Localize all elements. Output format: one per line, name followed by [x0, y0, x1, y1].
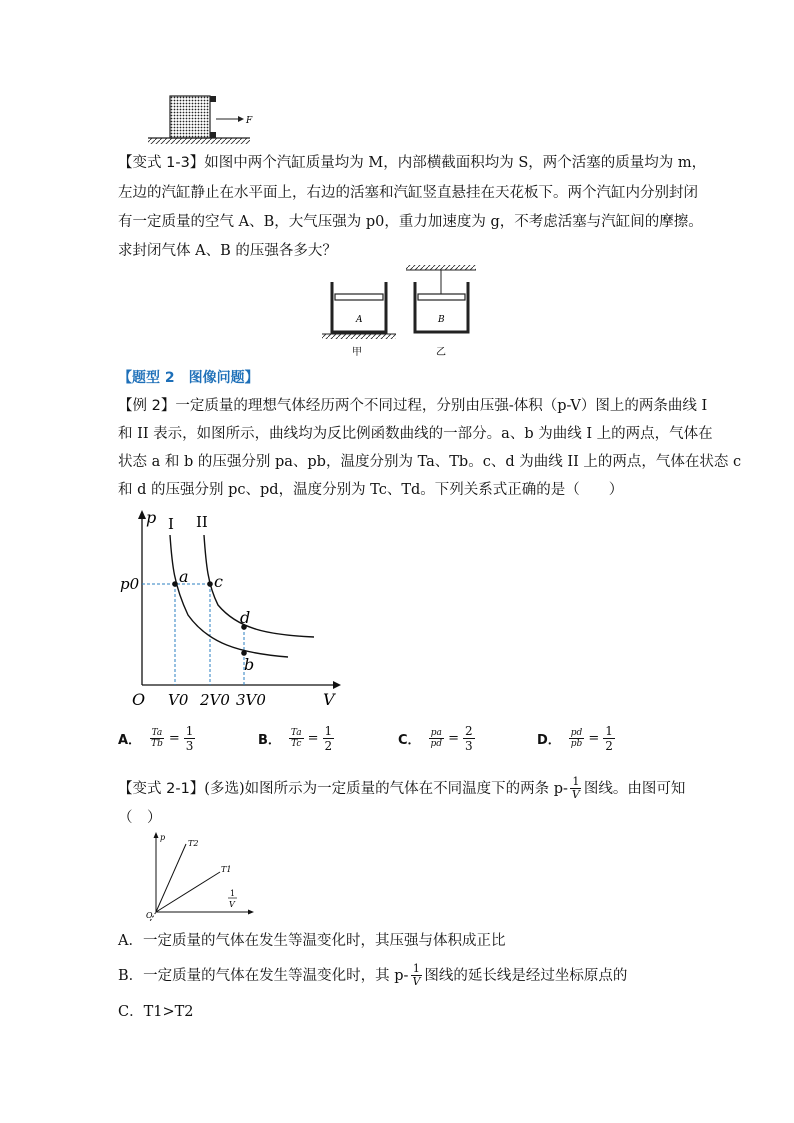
p0-label: p0	[120, 575, 140, 593]
variant21-line-1	[118, 776, 685, 801]
pv-graph	[118, 505, 348, 715]
ratio-num: 1	[185, 724, 194, 738]
caption-right: 乙	[436, 347, 446, 358]
option-ratio	[323, 724, 335, 753]
label-b: b	[244, 655, 255, 674]
option-ratio	[463, 724, 475, 753]
frac-num: Ta	[290, 728, 302, 738]
variant13-line-1	[118, 153, 706, 173]
label-a: a	[179, 567, 189, 586]
ratio-den: 3	[185, 739, 194, 753]
variant21-option-a[interactable]: A．一定质量的气体在发生等温变化时，其压强与体积成正比	[118, 933, 506, 949]
point-a	[172, 581, 178, 587]
origin-label: O	[132, 690, 146, 709]
option-label: B．	[258, 733, 281, 748]
variant13-line-2: 左边的汽缸静止在水平面上，右边的活塞和汽缸竖直悬挂在天花板下。两个汽缸内分别封闭	[118, 185, 698, 201]
option-ratio	[184, 724, 196, 753]
option-label: A．	[118, 733, 142, 748]
frac-num: pa	[430, 728, 442, 738]
ratio-den: 3	[464, 739, 473, 753]
example2-line-4: 和 d 的压强分别 pc、pd，温度分别为 Tc、Td。下列关系式正确的是（ ）	[118, 482, 624, 498]
option-b-text-a: B．一定质量的气体在发生等温变化时，其 p-	[118, 967, 409, 984]
t1-label: T1	[221, 865, 232, 874]
variant21-text-1a: (多选)如图所示为一定质量的气体在不同温度下的两条 p-	[204, 780, 568, 797]
axis-p-label-2: p	[160, 833, 166, 842]
p-inverse-v-graph	[140, 830, 260, 922]
origin-label-2: O	[146, 911, 153, 920]
frac-num: 1	[572, 775, 580, 788]
cylinders-figure	[318, 262, 488, 358]
caption-left: 甲	[352, 347, 362, 358]
gas-a-label: A	[356, 315, 363, 325]
variant13-line-3: 有一定质量的空气 A、B，大气压强为 p0，重力加速度为 g，不考虑活塞与汽缸间的摩擦。	[118, 214, 703, 230]
v2-label: 2V0	[200, 691, 230, 709]
frac-num: pd	[570, 728, 583, 738]
variant13-line-4: 求封闭气体 A、B 的压强各多大？	[118, 243, 337, 259]
frac-den: pd	[430, 739, 443, 749]
variant13-text-1: 如图中两个汽缸质量均为 M，内部横截面积均为 S，两个活塞的质量均为 m，	[204, 155, 707, 171]
t2-label: T2	[188, 839, 199, 848]
option-b-text-b: 图线的延长线是经过坐标原点的	[424, 967, 628, 984]
ratio-num: 1	[324, 724, 333, 738]
frac-den: V	[571, 788, 580, 801]
example2-line-2: 和 II 表示，如图所示，曲线均为反比例函数曲线的一部分。a、b 为曲线 I 上的两点，气体在	[118, 426, 713, 442]
option-fraction	[149, 728, 165, 749]
gas-b-label: B	[438, 315, 445, 325]
frac-den: V	[412, 975, 421, 988]
axis-v-label: V	[323, 690, 335, 709]
v3-label: 3V0	[236, 691, 266, 709]
ratio-den: 2	[324, 739, 333, 753]
inverse-v-fraction	[570, 776, 582, 801]
x-axis-den: V	[229, 900, 235, 909]
topic2-heading: 【题型 2 图像问题】	[118, 370, 259, 386]
frac-num: Ta	[151, 728, 163, 738]
ratio-den: 2	[605, 739, 613, 753]
x-axis-num: 1	[230, 889, 236, 898]
ratio-num: 1	[605, 724, 613, 738]
block-force-figure	[140, 90, 270, 148]
variant21-text-1b: 图线。由图可知	[583, 780, 686, 797]
ratio-num: 2	[464, 724, 473, 738]
example2-line-3: 状态 a 和 b 的压强分别 pa、pb，温度分别为 Ta、Tb。c、d 为曲线 II 上的两点，气体在状态 c	[118, 454, 742, 470]
option-label: D．	[537, 733, 561, 748]
example2-option-d[interactable]: D． $\frac{pd}{pb}$ = $\frac{1}{2}$	[537, 724, 613, 753]
variant21-line-2: （ ）	[118, 810, 162, 826]
v0-label: V0	[168, 691, 189, 709]
point-c	[207, 581, 213, 587]
example2-option-c[interactable]: C． $\frac{pa}{pd}$ = $\frac{2}{3}$	[398, 724, 473, 753]
option-ratio	[603, 724, 615, 753]
label-d: d	[240, 608, 251, 627]
option-label: C．	[398, 733, 421, 748]
curve-i-label: I	[168, 515, 174, 533]
frac-den: Tb	[151, 739, 163, 749]
frac-den: pb	[570, 739, 583, 749]
inverse-v-fraction	[410, 963, 422, 988]
example2-tag: 【例 2】	[118, 398, 176, 414]
force-label: F	[246, 116, 253, 126]
variant21-option-b[interactable]	[118, 963, 627, 988]
frac-num: 1	[412, 962, 420, 975]
variant13-tag: 【变式 1-3】	[118, 155, 205, 171]
option-fraction	[429, 728, 445, 749]
example2-text-1: 一定质量的理想气体经历两个不同过程，分别由压强-体积（p-V）图上的两条曲线 I	[175, 398, 708, 414]
option-fraction	[569, 728, 585, 749]
example2-option-a[interactable]: A． $\frac{Ta}{Tb}$ = $\frac{1}{3}$	[118, 724, 194, 753]
frac-den: Tc	[291, 739, 302, 749]
label-c: c	[214, 572, 223, 591]
axis-p-label: p	[146, 508, 157, 527]
option-fraction	[289, 728, 304, 749]
example2-line-1	[118, 396, 707, 416]
example2-option-b[interactable]: B． $\frac{Ta}{Tc}$ = $\frac{1}{2}$	[258, 724, 333, 753]
variant21-tag: 【变式 2-1】	[118, 780, 205, 797]
curve-ii-label: II	[196, 513, 208, 531]
variant21-option-c[interactable]: C．T1>T2	[118, 1004, 194, 1020]
